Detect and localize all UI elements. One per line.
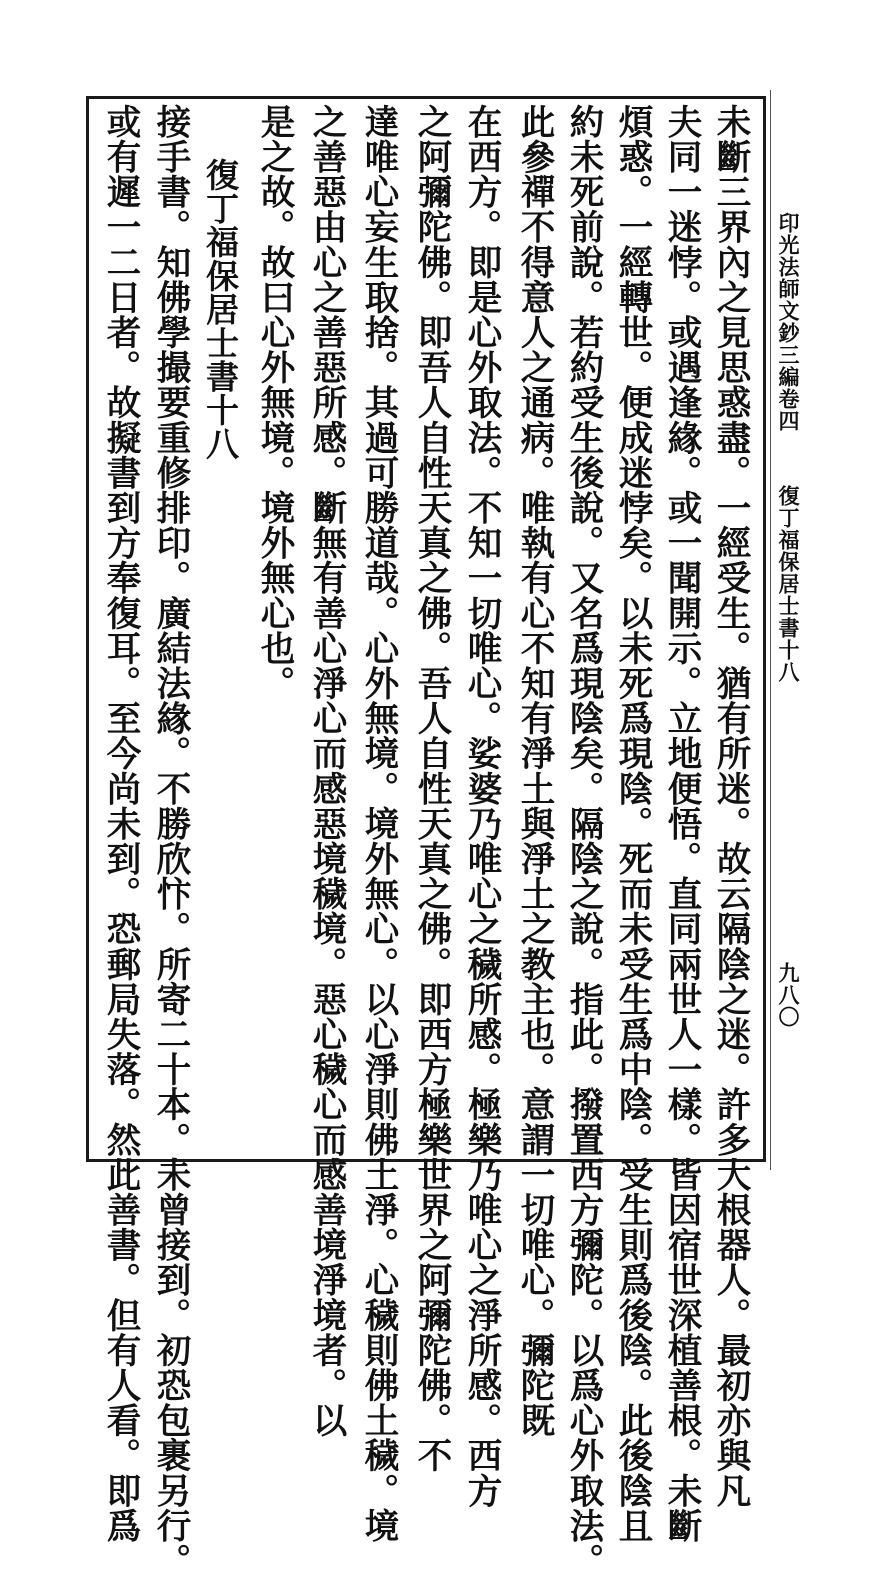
running-head-book-title: 印光法師文鈔三編卷四 — [776, 212, 801, 432]
text-column: 接手書。知佛學撮要重修排印。廣結法緣。不勝欣忭。所寄二十本。未曾接到。初恐包裹另行。 — [150, 104, 190, 1578]
text-column: 此參禪不得意人之通病。唯執有心不知有淨土與淨土之教主也。意謂一切唯心。彌陀既 — [514, 104, 554, 1438]
header-divider-rule — [770, 90, 771, 1170]
text-column: 夫同一迷悖。或遇逢緣。或一聞開示。立地便悟。直同兩世人一樣。皆因宿世深植善根。未斷 — [661, 104, 701, 1544]
text-column: 在西方。即是心外取法。不知一切唯心。娑婆乃唯心之穢所感。極樂乃唯心之淨所感。西方 — [461, 104, 501, 1508]
text-column: 是之故。故曰心外無境。境外無心也。 — [254, 104, 294, 701]
text-column: 之善惡由心之善惡所感。斷無有善心淨心而感惡境穢境。惡心穢心而感善境淨境者。以 — [306, 104, 346, 1438]
page-number: 九八〇 — [776, 962, 801, 1028]
text-column: 之阿彌陀佛。即吾人自性天真之佛。吾人自性天真之佛。即西方極樂世界之阿彌陀佛。不 — [411, 104, 451, 1473]
frame-top-rule — [86, 96, 766, 99]
text-column: 約未死前說。若約受生後說。又名爲現陰矣。隔陰之說。指此。撥置西方彌陀。以爲心外取法。 — [563, 104, 603, 1578]
running-head-letter-title: 復丁福保居士書十八 — [776, 485, 801, 683]
text-column: 煩惑。一經轉世。便成迷悖矣。以未死爲現陰。死而未受生爲中陰。受生則爲後陰。此後陰且 — [612, 104, 652, 1544]
frame-left-rule — [86, 96, 89, 1162]
text-column: 達唯心妄生取捨。其過可勝道哉。心外無境。境外無心。以心淨則佛土淨。心穢則佛土穢。境 — [358, 104, 398, 1544]
text-column: 或有遲一二日者。故擬書到方奉復耳。至今尚未到。恐郵局失落。然此善書。但有人看。即爲 — [100, 104, 140, 1544]
letter-heading: 復丁福保居士書十八 — [201, 158, 240, 461]
text-column: 未斷三界內之見思惑盡。一經受生。猶有所迷。故云隔陰之迷。許多大根器人。最初亦與凡 — [710, 104, 750, 1508]
frame-right-rule — [763, 96, 766, 1162]
